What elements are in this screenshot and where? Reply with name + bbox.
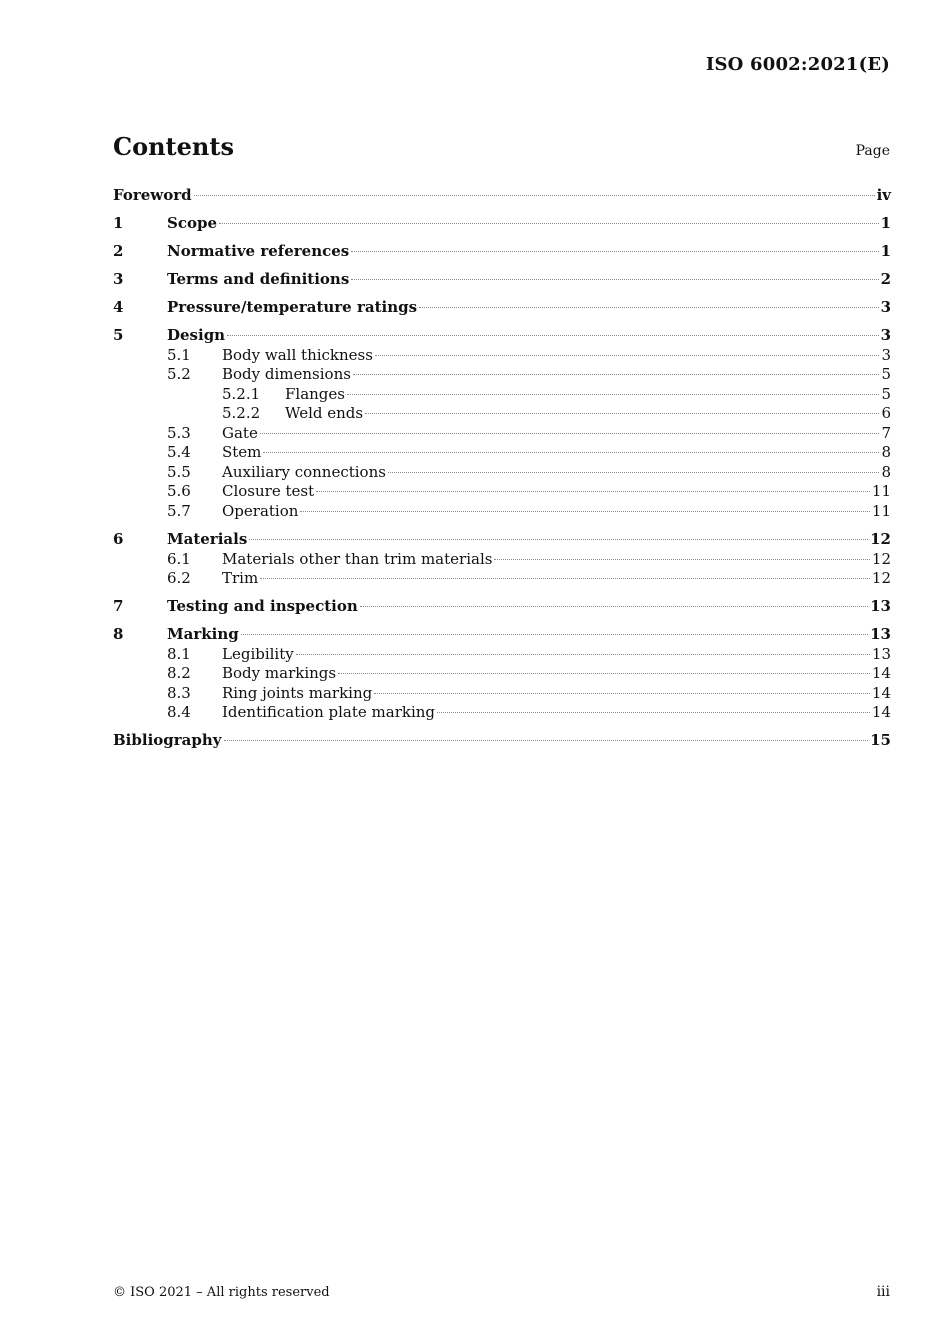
toc-entry-number: 6 — [113, 530, 124, 549]
toc-entry[interactable] — [113, 550, 891, 570]
toc-entry-title: Closure test — [222, 482, 315, 501]
toc-entry-title: Body markings — [222, 664, 337, 683]
toc-entry-page: 11 — [871, 482, 891, 501]
toc-entry-title: Flanges — [285, 384, 345, 403]
toc-entry-number: 3 — [113, 270, 124, 289]
toc-entry-page: 15 — [870, 731, 891, 750]
dot-leader — [316, 491, 870, 492]
dot-leader — [263, 452, 879, 453]
toc-entry-page: 8 — [881, 443, 891, 462]
dot-leader — [241, 634, 868, 635]
toc-entry[interactable] — [113, 443, 891, 463]
toc-entry[interactable] — [113, 703, 891, 723]
toc-entry[interactable] — [113, 731, 891, 751]
dot-leader — [494, 559, 869, 560]
toc-entry[interactable] — [113, 482, 891, 502]
toc-entry-number: 5.2 — [167, 365, 191, 384]
dot-leader — [388, 472, 880, 473]
dot-leader — [194, 195, 875, 196]
toc-entry[interactable] — [113, 645, 891, 665]
toc-entry-page: 6 — [881, 404, 891, 423]
toc-entry[interactable] — [113, 270, 891, 290]
toc-entry-number: 5.7 — [167, 501, 191, 520]
toc-entry[interactable] — [113, 242, 891, 262]
toc-entry-title: Stem — [222, 443, 262, 462]
toc-entry[interactable] — [113, 424, 891, 444]
dot-leader — [375, 355, 880, 356]
toc-entry[interactable] — [113, 684, 891, 704]
dot-leader — [360, 606, 868, 607]
toc-entry[interactable] — [113, 625, 891, 645]
toc-entry[interactable] — [113, 214, 891, 234]
contents-title: Contents — [113, 132, 234, 161]
toc-entry-title: Marking — [167, 625, 239, 644]
toc-entry-page: 14 — [871, 683, 891, 702]
dot-leader — [351, 279, 878, 280]
toc-entry-page: 12 — [870, 530, 891, 549]
toc-entry-page: 12 — [871, 569, 891, 588]
toc-entry-number: 6.1 — [167, 549, 191, 568]
toc-entry-page: 1 — [880, 214, 891, 233]
document-id: ISO 6002:2021(E) — [705, 54, 890, 75]
toc-entry[interactable] — [113, 502, 891, 522]
toc-entry[interactable] — [113, 186, 891, 206]
toc-entry-title: Materials — [167, 530, 248, 549]
toc-entry-page: 14 — [871, 664, 891, 683]
toc-entry[interactable] — [113, 569, 891, 589]
dot-leader — [365, 413, 879, 414]
toc-entry-page: 5 — [881, 365, 891, 384]
toc-entry-title: Scope — [167, 214, 218, 233]
footer-page-number: iii — [876, 1284, 890, 1300]
toc-entry[interactable] — [113, 463, 891, 483]
toc-entry-title: Body dimensions — [222, 365, 351, 384]
toc-entry-number: 8.2 — [167, 664, 191, 683]
toc-entry-title: Pressure/temperature ratings — [167, 298, 418, 317]
toc-entry-title: Normative references — [167, 242, 350, 261]
toc-entry[interactable] — [113, 365, 891, 385]
toc-entry-page: iv — [876, 186, 891, 204]
dot-leader — [347, 394, 879, 395]
dot-leader — [374, 693, 870, 694]
toc-entry-title: Trim — [222, 569, 259, 588]
toc-entry-title: Weld ends — [285, 404, 364, 423]
toc-entry-title: Identification plate marking — [222, 703, 436, 722]
toc-entry-page: 3 — [880, 298, 891, 317]
toc-entry-number: 5.1 — [167, 345, 191, 364]
toc-entry-title: Body wall thickness — [222, 345, 373, 364]
dot-leader — [224, 740, 869, 741]
dot-leader — [296, 654, 870, 655]
table-of-contents — [113, 186, 891, 751]
dot-leader — [419, 307, 879, 308]
toc-entry-page: 13 — [870, 625, 891, 644]
toc-entry-number: 5.2.1 — [222, 384, 261, 403]
toc-entry-number: 5.3 — [167, 423, 191, 442]
toc-entry-number: 1 — [113, 214, 124, 233]
toc-entry[interactable] — [113, 326, 891, 346]
toc-entry-page: 2 — [880, 270, 891, 289]
page-column-label: Page — [855, 143, 890, 159]
dot-leader — [437, 712, 870, 713]
toc-entry-page: 5 — [881, 384, 891, 403]
toc-entry-page: 13 — [870, 597, 891, 616]
toc-entry[interactable] — [113, 664, 891, 684]
toc-entry-title: Bibliography — [113, 731, 222, 750]
dot-leader — [260, 433, 880, 434]
dot-leader — [219, 223, 879, 224]
toc-entry-number: 8 — [113, 625, 124, 644]
dot-leader — [300, 511, 870, 512]
toc-entry-number: 8.4 — [167, 703, 191, 722]
toc-entry-number: 5.2.2 — [222, 404, 261, 423]
toc-entry[interactable] — [113, 404, 891, 424]
toc-entry-number: 2 — [113, 242, 124, 261]
toc-entry-number: 5.5 — [167, 462, 191, 481]
toc-entry-page: 8 — [881, 462, 891, 481]
toc-entry-title: Ring joints marking — [222, 683, 373, 702]
toc-entry[interactable] — [113, 530, 891, 550]
toc-entry-number: 5.6 — [167, 482, 191, 501]
dot-leader — [338, 673, 870, 674]
toc-entry-page: 3 — [880, 326, 891, 345]
toc-entry-title: Testing and inspection — [167, 597, 358, 616]
dot-leader — [351, 251, 878, 252]
toc-entry-title: Terms and definitions — [167, 270, 350, 289]
toc-entry-page: 13 — [871, 644, 891, 663]
dot-leader — [227, 335, 878, 336]
dot-leader — [249, 539, 868, 540]
toc-entry-title: Foreword — [113, 186, 192, 204]
toc-entry-number: 5 — [113, 326, 124, 345]
toc-entry-page: 12 — [871, 549, 891, 568]
footer-copyright: © ISO 2021 – All rights reserved — [113, 1285, 330, 1300]
toc-entry-page: 14 — [871, 703, 891, 722]
toc-entry-number: 5.4 — [167, 443, 191, 462]
toc-entry-number: 6.2 — [167, 569, 191, 588]
toc-entry-page: 11 — [871, 501, 891, 520]
dot-leader — [260, 578, 870, 579]
toc-entry[interactable] — [113, 597, 891, 617]
toc-entry-title: Auxiliary connections — [222, 462, 386, 481]
toc-entry-page: 3 — [881, 345, 891, 364]
dot-leader — [353, 374, 880, 375]
toc-entry-number: 8.1 — [167, 644, 191, 663]
toc-entry-title: Operation — [222, 501, 299, 520]
toc-entry-page: 1 — [880, 242, 891, 261]
toc-entry-number: 4 — [113, 298, 124, 317]
toc-entry-title: Design — [167, 326, 226, 345]
toc-entry-title: Materials other than trim materials — [222, 549, 493, 568]
toc-entry-page: 7 — [881, 423, 891, 442]
toc-entry[interactable] — [113, 346, 891, 366]
toc-entry-title: Gate — [222, 423, 258, 442]
toc-entry[interactable] — [113, 385, 891, 405]
toc-entry-number: 7 — [113, 597, 124, 616]
toc-entry[interactable] — [113, 298, 891, 318]
toc-entry-number: 8.3 — [167, 683, 191, 702]
toc-entry-title: Legibility — [222, 644, 294, 663]
